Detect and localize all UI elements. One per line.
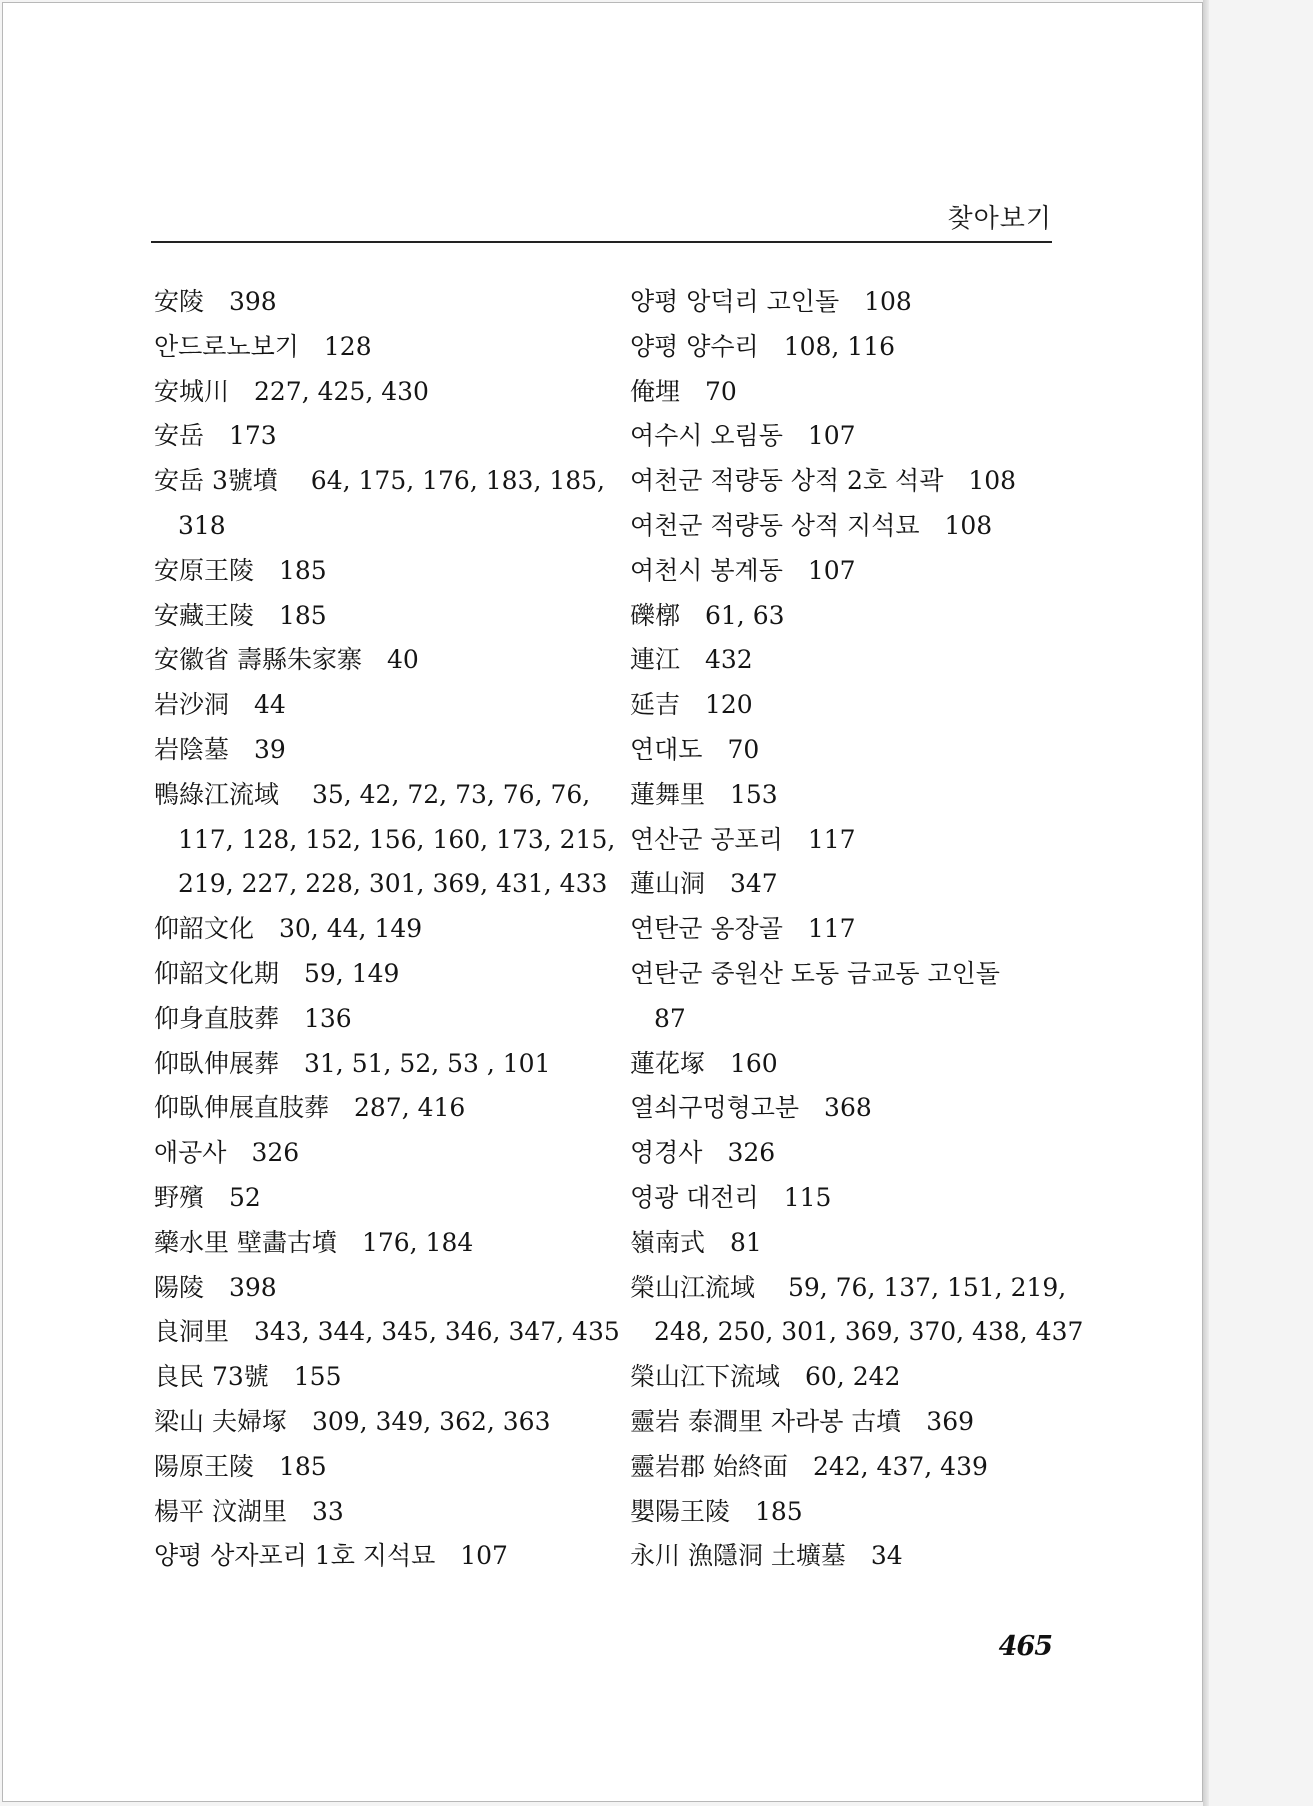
header-rule	[151, 241, 1052, 243]
index-entry: 嶺南式 81	[630, 1227, 762, 1257]
index-entry: 陽陵 398	[154, 1272, 277, 1302]
index-entry-continuation: 87	[654, 1003, 686, 1033]
index-entry: 양평 앙덕리 고인돌 108	[630, 287, 912, 316]
index-entry: 陽原王陵 185	[154, 1451, 327, 1481]
index-entry: 靈岩 泰澗里 자라봉 古墳 369	[630, 1406, 975, 1436]
index-entry: 영광 대전리 115	[630, 1182, 832, 1212]
index-entry: 野殯 52	[154, 1182, 261, 1212]
index-entry-continuation: 117, 128, 152, 156, 160, 173, 215,	[178, 824, 616, 854]
index-entry: 梁山 夫婦塚 309, 349, 362, 363	[154, 1406, 551, 1436]
index-entry: 安原王陵 185	[154, 555, 327, 585]
index-entry: 楊平 汶湖里 33	[154, 1496, 344, 1526]
index-entry: 安城川 227, 425, 430	[154, 376, 429, 406]
index-entry-continuation: 219, 227, 228, 301, 369, 431, 433	[178, 869, 608, 899]
index-entry: 良民 73號 155	[154, 1362, 342, 1392]
index-entry: 連江 432	[630, 645, 753, 675]
index-entry: 여천군 적량동 상적 2호 석곽 108	[630, 466, 1017, 496]
index-entry: 岩陰墓 39	[154, 734, 286, 764]
index-entry: 애공사 326	[154, 1138, 300, 1168]
index-entry: 榮山江流域 59, 76, 137, 151, 219,	[630, 1272, 1067, 1302]
page-edge-shadow	[1203, 0, 1209, 1806]
index-entry: 안드로노보기 128	[154, 331, 372, 361]
index-entry: 安徽省 壽縣朱家寨 40	[154, 645, 419, 675]
index-entry: 俺埋 70	[630, 376, 737, 406]
index-entry: 仰臥伸展直肢葬 287, 416	[154, 1093, 466, 1123]
index-entry: 여천시 봉계동 107	[630, 555, 856, 585]
index-entry: 榮山江下流域 60, 242	[630, 1362, 901, 1392]
index-entry: 蓮花塚 160	[630, 1048, 778, 1078]
index-entry: 藥水里 壁畵古墳 176, 184	[154, 1227, 474, 1257]
running-header: 찾아보기	[947, 204, 1052, 234]
index-entry: 良洞里 343, 344, 345, 346, 347, 435	[154, 1317, 620, 1347]
index-entry: 여천군 적량동 상적 지석묘 108	[630, 510, 993, 540]
index-entry: 연대도 70	[630, 734, 760, 764]
index-entry: 礫槨 61, 63	[630, 600, 785, 630]
index-column-right	[630, 280, 1084, 1579]
index-entry: 연산군 공포리 117	[630, 824, 856, 854]
index-entry: 仰臥伸展葬 31, 51, 52, 53 , 101	[154, 1048, 551, 1078]
index-entry: 仰韶文化期 59, 149	[154, 958, 400, 988]
index-entry-continuation: 318	[178, 510, 226, 540]
book-page	[2, 2, 1203, 1802]
index-entry: 양평 양수리 108, 116	[630, 331, 896, 361]
index-entry: 嬰陽王陵 185	[630, 1496, 803, 1526]
index-column-left	[154, 280, 620, 1579]
index-entry: 靈岩郡 始終面 242, 437, 439	[630, 1451, 988, 1481]
index-entry: 安陵 398	[154, 287, 277, 316]
index-entry: 鴨綠江流域 35, 42, 72, 73, 76, 76,	[154, 779, 591, 809]
index-entry: 安岳 3號墳 64, 175, 176, 183, 185,	[154, 466, 606, 496]
index-entry: 연탄군 옹장골 117	[630, 914, 856, 944]
index-entry: 蓮舞里 153	[630, 779, 778, 809]
index-entry: 양평 상자포리 1호 지석묘 107	[154, 1541, 508, 1571]
index-entry: 열쇠구멍형고분 368	[630, 1093, 872, 1123]
index-entry: 永川 漁隱洞 土壙墓 34	[630, 1541, 903, 1571]
index-entry: 여수시 오림동 107	[630, 421, 856, 451]
index-entry: 安岳 173	[154, 421, 277, 451]
index-entry: 영경사 326	[630, 1138, 776, 1168]
index-entry-continuation: 248, 250, 301, 369, 370, 438, 437	[654, 1317, 1084, 1347]
index-entry: 延吉 120	[630, 690, 753, 720]
index-entry: 仰身直肢葬 136	[154, 1003, 352, 1033]
index-entry: 安藏王陵 185	[154, 600, 327, 630]
index-entry: 岩沙洞 44	[154, 690, 286, 720]
page-number: 465	[998, 1631, 1052, 1662]
index-entry: 仰韶文化 30, 44, 149	[154, 914, 423, 944]
index-entry: 蓮山洞 347	[630, 869, 778, 899]
index-entry: 연탄군 중원산 도동 금교동 고인돌	[630, 958, 1000, 988]
